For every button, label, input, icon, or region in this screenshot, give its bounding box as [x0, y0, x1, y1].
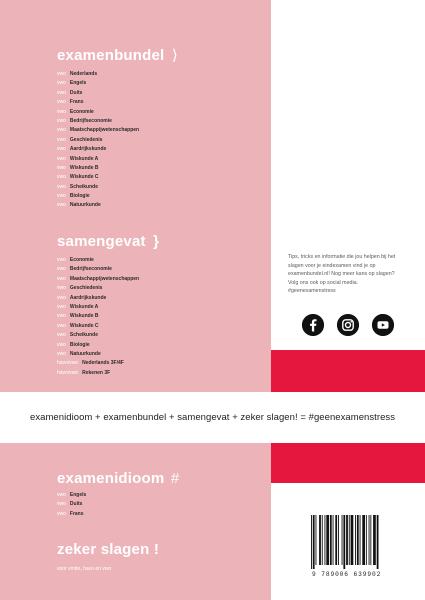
list-item — [57, 265, 139, 274]
list-item-level: vwo — [57, 341, 66, 348]
list-item-subject: Biologie — [69, 341, 90, 348]
list-item-subject: Maatschappijwetenschappen — [69, 275, 140, 282]
list-item — [57, 284, 139, 293]
list-item-subject: Engels — [69, 80, 87, 87]
list-item-subject: Natuurkunde — [69, 202, 101, 209]
red-band-bottom — [271, 443, 425, 483]
list-item — [57, 164, 139, 173]
list-item-subject: Natuurkunde — [69, 350, 101, 357]
list-item-level: vwo — [57, 146, 66, 153]
list-item-level: vwo — [57, 117, 66, 124]
curly-brace-icon: } — [153, 233, 160, 250]
list-item — [57, 312, 139, 321]
barcode-bar — [346, 515, 348, 565]
list-item-subject: Scheikunde — [69, 183, 98, 190]
list-item-level: vwo — [57, 127, 66, 134]
list-item-level: vwo — [57, 322, 66, 329]
examenbundel-heading — [57, 47, 178, 65]
barcode-bar — [342, 515, 343, 565]
list-item — [57, 359, 139, 368]
list-item-level: vwo — [57, 294, 66, 301]
list-item-subject: Geschiedenis — [69, 285, 103, 292]
barcode-bar — [311, 515, 312, 569]
list-item-subject: Frans — [69, 99, 84, 106]
list-item-level: havo/vwo — [57, 369, 79, 376]
barcode-bar — [355, 515, 356, 565]
list-item-level: vwo — [57, 285, 66, 292]
barcode-bar — [322, 515, 323, 565]
list-item-level: vwo — [57, 275, 66, 282]
list-item-level: vwo — [57, 80, 66, 87]
list-item-subject: Wiskunde A — [69, 303, 99, 310]
list-item — [57, 192, 139, 201]
list-item-subject: Nederlands 3F/4F — [82, 360, 124, 367]
hashtag-icon: # — [170, 470, 180, 487]
list-item — [57, 145, 139, 154]
zekerslagen-title: zeker slagen ! — [57, 541, 160, 558]
barcode-bar — [335, 515, 337, 565]
barcode-bar — [325, 515, 326, 565]
pink-panel-bottom — [0, 443, 271, 600]
list-item-level: vwo — [57, 350, 66, 357]
list-item — [57, 303, 139, 312]
list-item-subject: Scheikunde — [69, 332, 98, 339]
list-item-subject: Wiskunde C — [69, 174, 99, 181]
list-item-level: vwo — [57, 193, 66, 200]
list-item — [57, 79, 139, 88]
list-item — [57, 117, 139, 126]
barcode-bar — [357, 515, 359, 565]
samengevat-title: samengevat — [57, 233, 146, 250]
list-item-subject: Wiskunde B — [69, 164, 99, 171]
list-item-level: vwo — [57, 510, 66, 517]
examenidioom-list — [57, 491, 86, 519]
list-item-subject: Duits — [69, 89, 83, 96]
list-item — [57, 126, 139, 135]
list-item-subject: Biologie — [69, 193, 90, 200]
list-item-subject: Engels — [69, 492, 87, 498]
barcode-bar — [362, 515, 365, 565]
list-item — [57, 275, 139, 284]
barcode-bar — [313, 515, 315, 569]
list-item-level: vwo — [57, 174, 66, 181]
list-item — [57, 510, 86, 519]
list-item — [57, 89, 139, 98]
list-item-level: vwo — [57, 164, 66, 171]
list-item-subject: Bedrijfseconomie — [69, 266, 112, 273]
list-item-level: vwo — [57, 266, 66, 273]
list-item-level: vwo — [57, 155, 66, 162]
list-item-level: vwo — [57, 202, 66, 209]
barcode-bar — [370, 515, 371, 565]
list-item-subject: Aardrijkskunde — [69, 294, 107, 301]
list-item-subject: Duits — [69, 501, 83, 508]
list-item-subject: Geschiedenis — [69, 136, 103, 143]
list-item — [57, 322, 139, 331]
barcode-bar — [373, 515, 376, 565]
instagram-icon[interactable] — [337, 314, 359, 336]
list-item-subject: Wiskunde A — [69, 155, 99, 162]
list-item — [57, 350, 139, 359]
barcode-bar — [366, 515, 367, 565]
barcode-bar — [360, 515, 361, 565]
list-item — [57, 173, 139, 182]
list-item — [57, 294, 139, 303]
list-item-subject: Economie — [69, 108, 94, 115]
list-item-level: havo/vwo — [57, 360, 79, 367]
list-item-level: vwo — [57, 313, 66, 320]
list-item-level: vwo — [57, 183, 66, 190]
youtube-icon[interactable] — [372, 314, 394, 336]
barcode-digits: 9 789006 639902 — [312, 571, 382, 578]
barcode-bar — [330, 515, 332, 565]
barcode-bar — [349, 515, 350, 565]
list-item — [57, 500, 86, 509]
list-item-level: vwo — [57, 89, 66, 96]
barcode-bar — [369, 515, 370, 565]
barcode-bar — [351, 515, 354, 565]
red-band-top — [271, 350, 425, 392]
list-item-level: vwo — [57, 136, 66, 143]
list-item-level: vwo — [57, 303, 66, 310]
barcode-bars — [303, 513, 408, 569]
list-item — [57, 155, 139, 164]
facebook-icon[interactable] — [302, 314, 324, 336]
list-item — [57, 136, 139, 145]
list-item — [57, 369, 139, 378]
barcode-bar — [316, 515, 317, 565]
list-item-level: vwo — [57, 99, 66, 106]
list-item — [57, 108, 139, 117]
list-item — [57, 491, 86, 500]
barcode-bar — [319, 515, 321, 565]
examenidioom-heading — [57, 470, 179, 488]
list-item-level: vwo — [57, 257, 66, 263]
barcode — [303, 513, 408, 580]
list-item-subject: Nederlands — [69, 71, 98, 77]
list-item-level: vwo — [57, 108, 66, 115]
list-item-level: vwo — [57, 71, 66, 77]
list-item-subject: Economie — [69, 257, 94, 263]
barcode-bar — [343, 515, 345, 569]
list-item-subject: Wiskunde B — [69, 313, 99, 320]
info-text: Tips, tricks en informatie die jou helpen bij het slagen voor je eindexamen vind je op examenbundel.nl! Nog meer kans op slagen? Volg ons ook op social media. #geenexamenstress — [288, 254, 396, 295]
list-item-level: vwo — [57, 501, 66, 508]
samengevat-heading — [57, 233, 159, 251]
chevron-right-icon: ⟩ — [171, 47, 178, 64]
list-item-subject: Frans — [69, 510, 84, 517]
list-item — [57, 183, 139, 192]
examenbundel-title: examenbundel — [57, 47, 165, 64]
examenbundel-list — [57, 70, 139, 211]
examenidioom-title: examenidioom — [57, 470, 165, 487]
list-item — [57, 331, 139, 340]
list-item — [57, 70, 139, 79]
barcode-bar — [338, 515, 339, 565]
barcode-bar — [333, 515, 334, 565]
list-item — [57, 201, 139, 210]
list-item — [57, 341, 139, 350]
barcode-bar — [326, 515, 329, 565]
list-item-subject: Wiskunde C — [69, 322, 99, 329]
list-item-level: vwo — [57, 332, 66, 339]
list-item-subject: Aardrijkskunde — [69, 146, 107, 153]
list-item — [57, 256, 139, 265]
list-item — [57, 98, 139, 107]
list-item-subject: Bedrijfseconomie — [69, 117, 112, 124]
list-item-level: vwo — [57, 492, 66, 498]
tagline: examenidioom + examenbundel + samengevat + zeker slagen! = #geenexamenstress — [0, 392, 425, 443]
list-item-subject: Maatschappijwetenschappen — [69, 127, 140, 134]
barcode-bar — [377, 515, 379, 569]
list-item-subject: Rekenen 3F — [82, 369, 111, 376]
samengevat-list — [57, 256, 139, 378]
zekerslagen-subtitle: voor vmbo, havo en vwo — [57, 566, 112, 572]
